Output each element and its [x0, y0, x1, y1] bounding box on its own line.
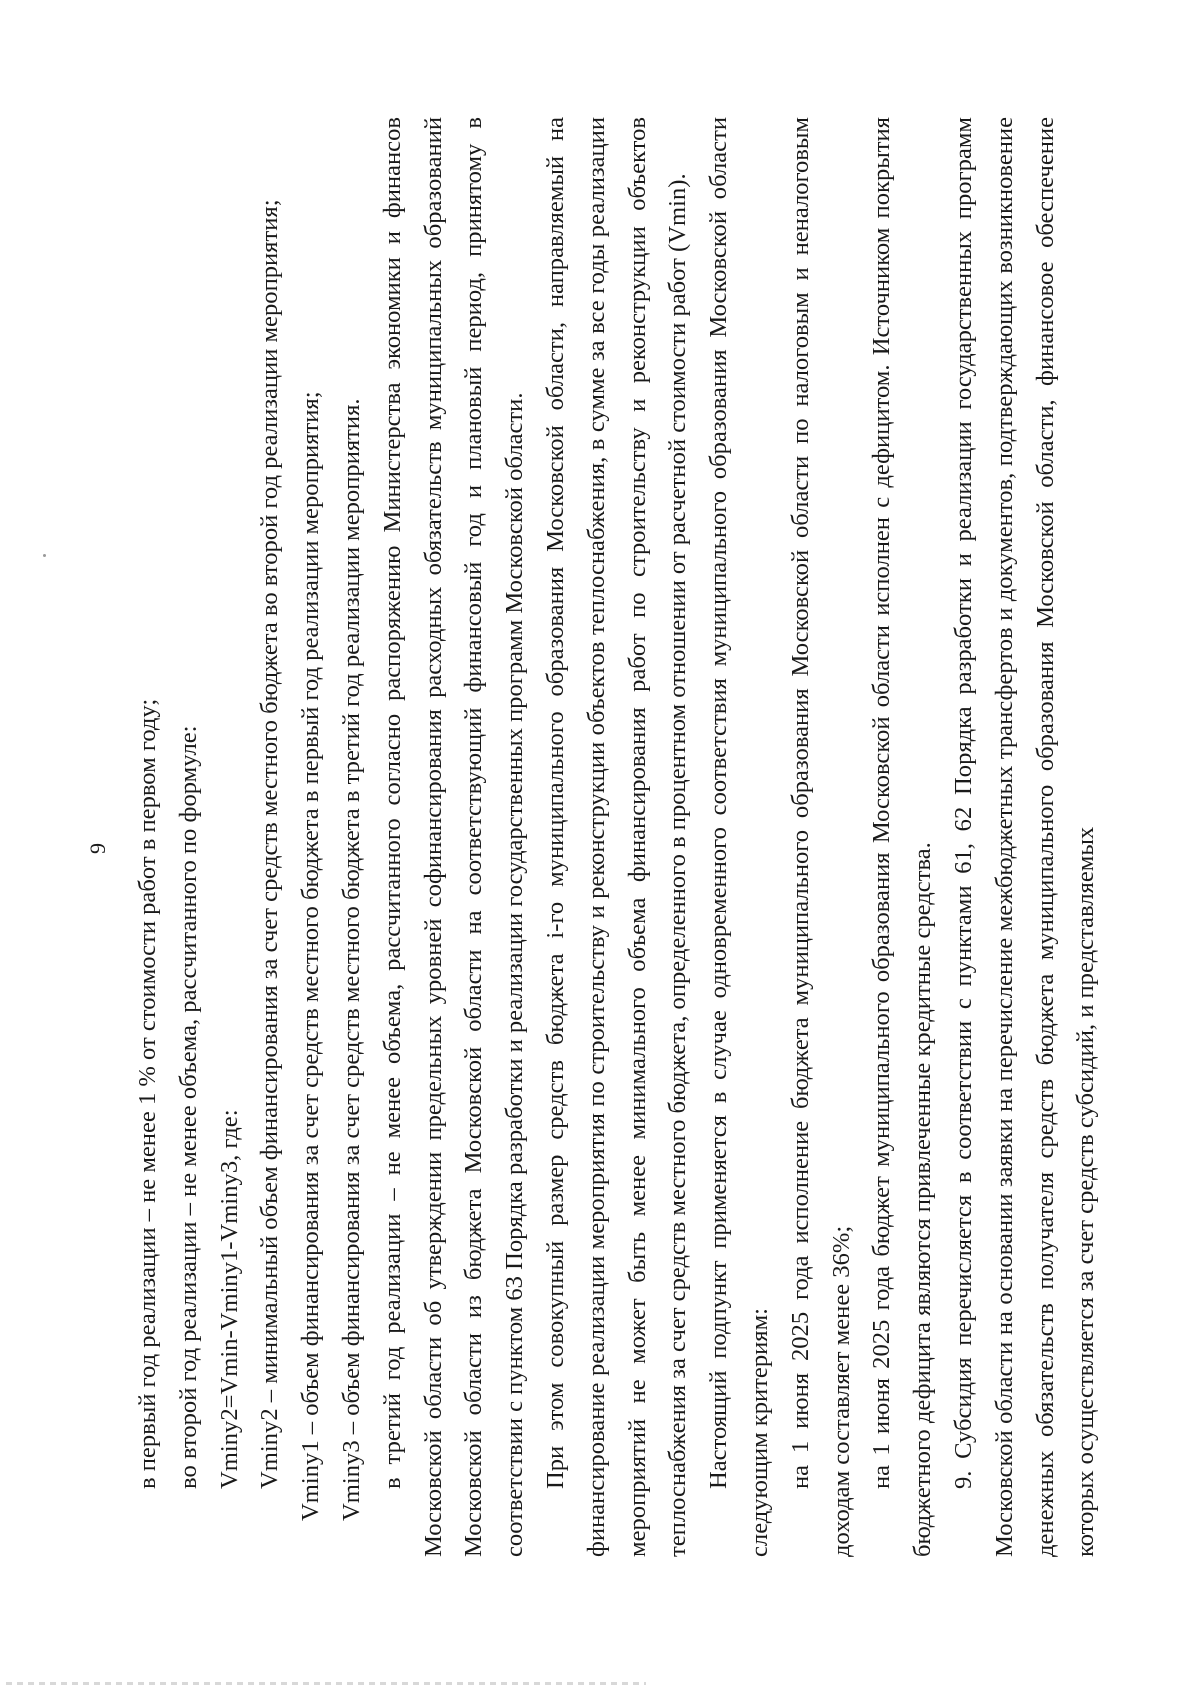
scan-footer-artifact	[6, 1682, 646, 1685]
paragraph: на 1 июня 2025 года бюджет муниципального образования Московской области исполнен с дефицитом. Источником покрытия бюджетного дефицита являются привлеченные кредитные средства.	[868, 117, 937, 1557]
paragraph: во второй год реализации – не менее объема, рассчитанного по формуле:	[174, 725, 202, 1489]
paragraph: При этом совокупный размер средств бюджета i-го муниципального образования Московской области, направляемый на финансирование реализации мероприятия по строительству и реконструкции объектов теплоснабжения, в сумме за все годы реализации мероприятий не может быть менее минимального объема финансирования работ по строительству и реконструкции объектов теплоснабжения за счет средств местного бюджета, определенного в процентном отношении от расчетной стоимости работ (Vmin).	[541, 117, 692, 1557]
paragraph: в первый год реализации – не менее 1 % от стоимости работ в первом году;	[134, 698, 161, 1489]
paragraph: Vminy2 – минимальный объем финансирования за счет средств местного бюджета во второй год реализации мероприятия;	[256, 199, 284, 1489]
paragraph: Настоящий подпункт применяется в случае одновременного соответствия муниципального образования Московской области следующим критериям:	[705, 117, 773, 1557]
paragraph: в третий год реализации – не менее объема, рассчитанного согласно распоряжению Министерства экономики и финансов Московской области об утверждении предельных уровней софинансирования расходных обязательств муниципальных образований Московской области из бюджета Московской области на соответствующий финансовый год и плановый период, принятому в соответствии с пунктом 63 Порядка разработки и реализации государственных программ Московской области.	[378, 117, 529, 1557]
paragraph: Vminy1 – объем финансирования за счет средств местного бюджета в первый год реализации мероприятия;	[297, 391, 325, 1521]
paragraph: Vminy3 – объем финансирования за счет средств местного бюджета в третий год реализации мероприятия.	[337, 398, 365, 1521]
scan-dot	[43, 554, 46, 557]
paragraph: 9. Субсидия перечисляется в соответствии с пунктами 61, 62 Порядка разработки и реализации государственных программ Московской области на основании заявки на перечисление межбюджетных трансфертов и документов, подтверждающих возникновение денежных обязательств получателя средств бюджета муниципального образования Московской области, финансовое обеспечение которых осуществляется за счет средств субсидий, и представляемых	[949, 117, 1100, 1557]
paragraph: на 1 июня 2025 года исполнение бюджета муниципального образования Московской области по налоговым и неналоговым доходам составляет менее 36%;	[786, 117, 855, 1557]
page-number: 9	[85, 843, 110, 854]
paragraph: Vminy2=Vmin-Vminy1-Vminy3, где:	[215, 1109, 243, 1489]
body-text	[128, 117, 1107, 1557]
